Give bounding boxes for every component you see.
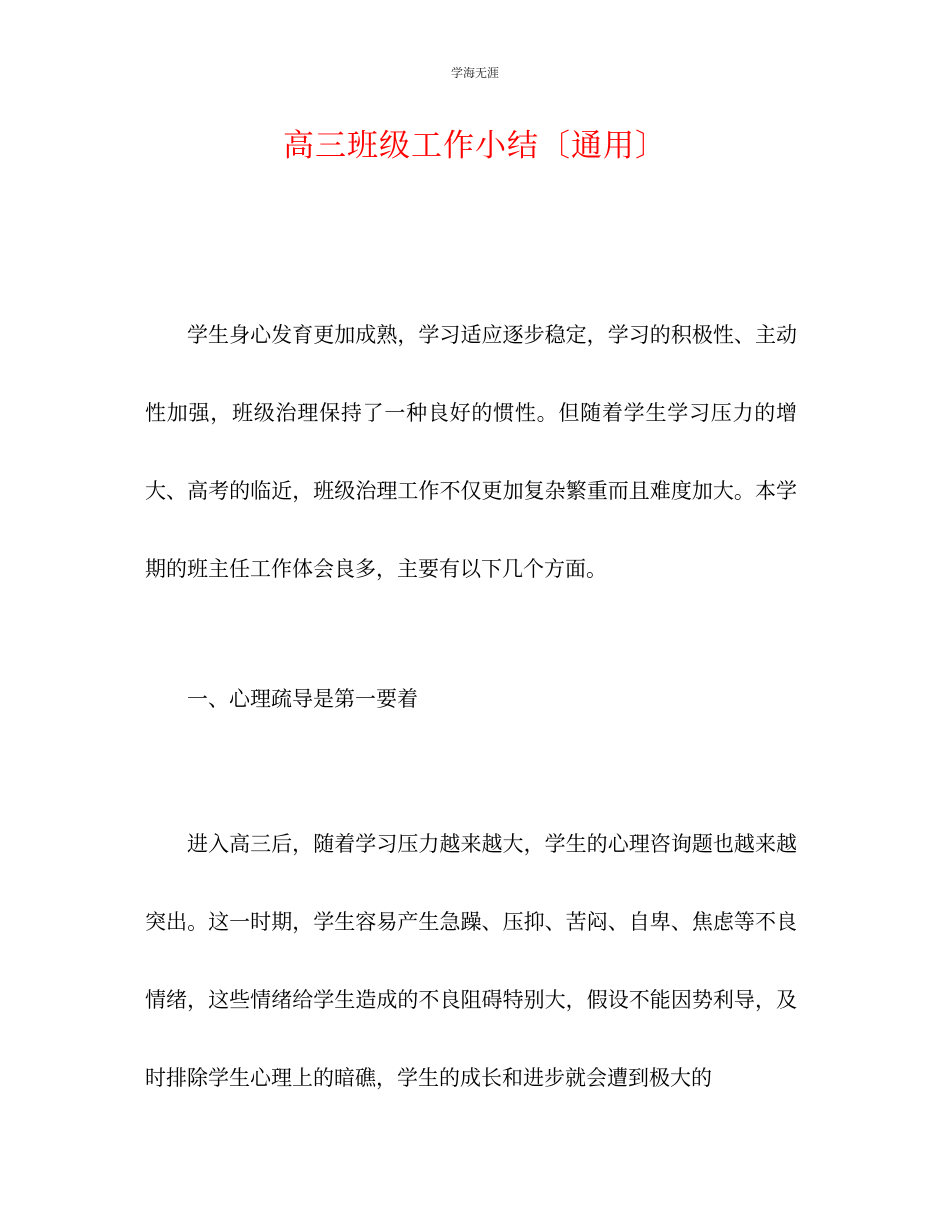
paragraph-section-1: 进入高三后，随着学习压力越来越大，学生的心理咨询题也越来越突出。这一时期，学生容易产生急躁、压抑、苦闷、自卑、焦虑等不良情绪，这些情绪给学生造成的不良阻碍特别大，假设不能因势利导，及时排除学生心理上的暗礁，学生的成长和进步就会遭到极大的	[145, 832, 797, 1090]
page-header: 学海无涯	[450, 66, 499, 80]
section-heading-1: 一、心理疏导是第一要着	[187, 687, 418, 711]
document-title: 高三班级工作小结〔通用〕	[283, 128, 667, 164]
paragraph-intro: 学生身心发育更加成熟，学习适应逐步稳定，学习的积极性、主动性加强，班级治理保持了一种良好的惯性。但随着学生学习压力的增大、高考的临近，班级治理工作不仅更加复杂繁重而且难度加大。本学期的班主任工作体会良多，主要有以下几个方面。	[145, 323, 797, 581]
